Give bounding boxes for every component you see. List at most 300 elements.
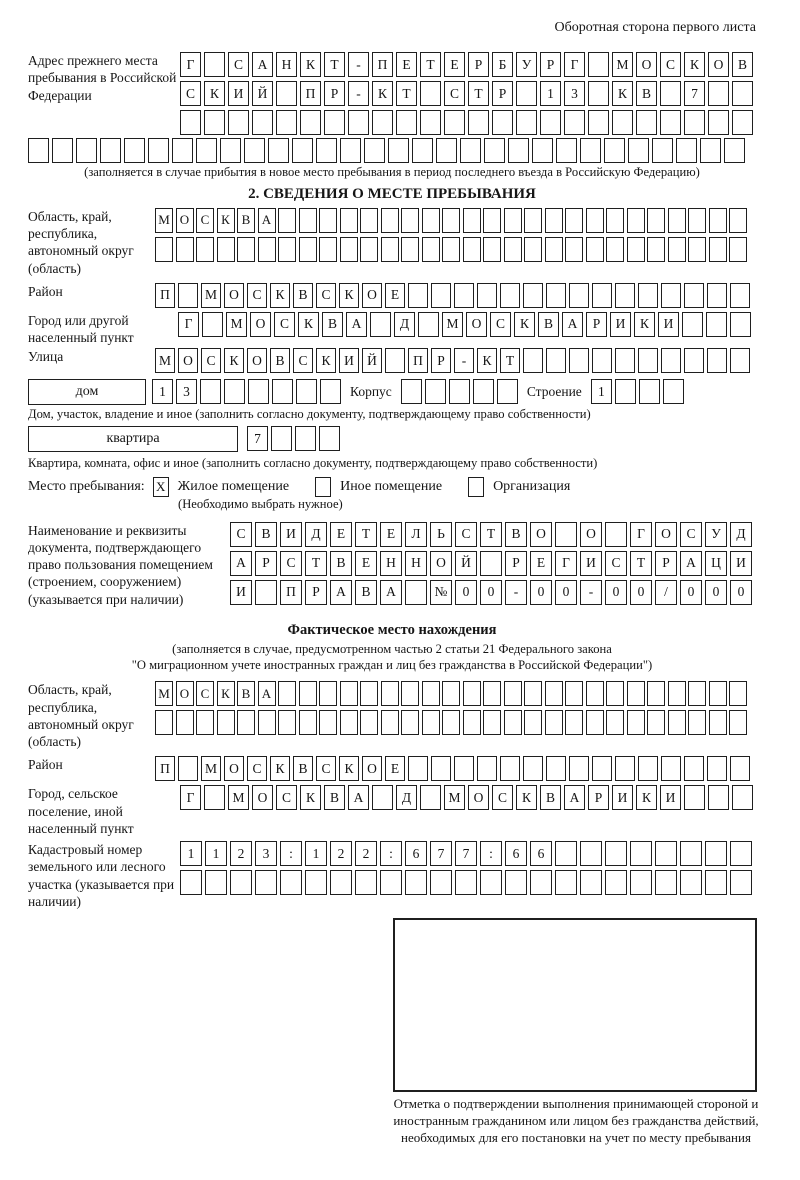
char-cell[interactable]: 7 xyxy=(430,841,452,866)
char-cell[interactable] xyxy=(480,551,502,576)
char-cell[interactable]: В xyxy=(505,522,527,547)
char-cell[interactable]: 6 xyxy=(530,841,552,866)
char-cell[interactable] xyxy=(655,870,677,895)
char-cell[interactable] xyxy=(688,208,706,233)
char-cell[interactable] xyxy=(316,138,337,163)
char-cell[interactable]: : xyxy=(380,841,402,866)
char-cell[interactable] xyxy=(360,208,378,233)
char-cell[interactable]: П xyxy=(408,348,428,373)
char-cell[interactable] xyxy=(504,208,522,233)
char-cell[interactable] xyxy=(524,208,542,233)
char-cell[interactable]: 6 xyxy=(405,841,427,866)
char-cell[interactable] xyxy=(647,237,665,262)
char-cell[interactable] xyxy=(606,681,624,706)
char-cell[interactable] xyxy=(155,237,173,262)
char-cell[interactable] xyxy=(732,81,753,106)
char-cell[interactable] xyxy=(546,283,566,308)
char-cell[interactable] xyxy=(569,756,589,781)
char-cell[interactable] xyxy=(237,710,255,735)
char-cell[interactable]: П xyxy=(280,580,302,605)
char-cell[interactable]: К xyxy=(224,348,244,373)
char-cell[interactable] xyxy=(588,52,609,77)
char-cell[interactable] xyxy=(615,348,635,373)
char-cell[interactable] xyxy=(454,283,474,308)
char-cell[interactable]: Р xyxy=(431,348,451,373)
char-cell[interactable]: 7 xyxy=(247,426,268,451)
char-cell[interactable] xyxy=(504,710,522,735)
char-cell[interactable]: В xyxy=(237,208,255,233)
char-cell[interactable] xyxy=(505,870,527,895)
char-cell[interactable] xyxy=(268,138,289,163)
char-cell[interactable] xyxy=(176,710,194,735)
char-cell[interactable] xyxy=(420,81,441,106)
char-cell[interactable]: 7 xyxy=(455,841,477,866)
char-cell[interactable] xyxy=(442,710,460,735)
char-cell[interactable] xyxy=(708,110,729,135)
char-cell[interactable] xyxy=(668,681,686,706)
char-cell[interactable] xyxy=(200,379,221,404)
char-cell[interactable] xyxy=(319,710,337,735)
char-cell[interactable] xyxy=(655,841,677,866)
char-cell[interactable] xyxy=(405,580,427,605)
char-cell[interactable] xyxy=(401,710,419,735)
char-cell[interactable] xyxy=(178,756,198,781)
char-cell[interactable] xyxy=(202,312,223,337)
char-cell[interactable]: 1 xyxy=(180,841,202,866)
char-cell[interactable]: М xyxy=(444,785,465,810)
char-cell[interactable] xyxy=(430,870,452,895)
char-cell[interactable] xyxy=(688,710,706,735)
char-cell[interactable] xyxy=(668,237,686,262)
char-cell[interactable] xyxy=(292,138,313,163)
char-cell[interactable] xyxy=(565,710,583,735)
char-cell[interactable] xyxy=(252,110,273,135)
char-cell[interactable]: В xyxy=(324,785,345,810)
char-cell[interactable] xyxy=(276,110,297,135)
char-cell[interactable]: О xyxy=(250,312,271,337)
char-cell[interactable]: 3 xyxy=(176,379,197,404)
char-cell[interactable] xyxy=(630,870,652,895)
char-cell[interactable] xyxy=(100,138,121,163)
char-cell[interactable] xyxy=(372,110,393,135)
char-cell[interactable] xyxy=(442,208,460,233)
char-cell[interactable]: К xyxy=(339,756,359,781)
char-cell[interactable]: К xyxy=(339,283,359,308)
char-cell[interactable] xyxy=(381,710,399,735)
char-cell[interactable] xyxy=(340,208,358,233)
char-cell[interactable] xyxy=(680,841,702,866)
char-cell[interactable] xyxy=(196,237,214,262)
char-cell[interactable] xyxy=(580,841,602,866)
char-cell[interactable]: С xyxy=(444,81,465,106)
char-cell[interactable]: Й xyxy=(362,348,382,373)
char-cell[interactable]: К xyxy=(300,785,321,810)
char-cell[interactable] xyxy=(504,237,522,262)
char-cell[interactable] xyxy=(707,283,727,308)
char-cell[interactable] xyxy=(180,870,202,895)
char-cell[interactable]: Р xyxy=(586,312,607,337)
char-cell[interactable]: О xyxy=(362,283,382,308)
char-cell[interactable]: А xyxy=(564,785,585,810)
char-cell[interactable] xyxy=(661,283,681,308)
char-cell[interactable]: А xyxy=(258,208,276,233)
char-cell[interactable] xyxy=(299,681,317,706)
char-cell[interactable] xyxy=(224,379,245,404)
char-cell[interactable]: О xyxy=(468,785,489,810)
char-cell[interactable]: О xyxy=(176,208,194,233)
char-cell[interactable]: 0 xyxy=(605,580,627,605)
char-cell[interactable] xyxy=(370,312,391,337)
char-cell[interactable]: Т xyxy=(468,81,489,106)
char-cell[interactable] xyxy=(627,237,645,262)
char-cell[interactable] xyxy=(299,208,317,233)
char-cell[interactable]: М xyxy=(442,312,463,337)
char-cell[interactable] xyxy=(422,681,440,706)
char-cell[interactable] xyxy=(705,870,727,895)
char-cell[interactable]: О xyxy=(247,348,267,373)
char-cell[interactable] xyxy=(676,138,697,163)
char-cell[interactable]: В xyxy=(540,785,561,810)
char-cell[interactable]: № xyxy=(430,580,452,605)
char-cell[interactable]: Г xyxy=(178,312,199,337)
checkbox-organization[interactable] xyxy=(468,477,484,497)
char-cell[interactable] xyxy=(504,681,522,706)
char-cell[interactable] xyxy=(497,379,518,404)
char-cell[interactable]: К xyxy=(516,785,537,810)
char-cell[interactable] xyxy=(372,785,393,810)
char-cell[interactable]: Р xyxy=(588,785,609,810)
char-cell[interactable] xyxy=(586,237,604,262)
char-cell[interactable]: 2 xyxy=(330,841,352,866)
char-cell[interactable] xyxy=(204,110,225,135)
char-cell[interactable]: С xyxy=(247,756,267,781)
char-cell[interactable]: С xyxy=(274,312,295,337)
char-cell[interactable]: С xyxy=(228,52,249,77)
char-cell[interactable] xyxy=(295,426,316,451)
char-cell[interactable]: А xyxy=(258,681,276,706)
char-cell[interactable] xyxy=(442,681,460,706)
char-cell[interactable] xyxy=(668,710,686,735)
char-cell[interactable]: Н xyxy=(380,551,402,576)
char-cell[interactable]: С xyxy=(316,283,336,308)
char-cell[interactable] xyxy=(615,379,636,404)
char-cell[interactable] xyxy=(455,870,477,895)
char-cell[interactable]: 6 xyxy=(505,841,527,866)
char-cell[interactable] xyxy=(364,138,385,163)
char-cell[interactable] xyxy=(444,110,465,135)
char-cell[interactable] xyxy=(431,756,451,781)
char-cell[interactable] xyxy=(412,138,433,163)
char-cell[interactable]: А xyxy=(346,312,367,337)
checkbox-residential[interactable]: X xyxy=(153,477,169,497)
char-cell[interactable] xyxy=(647,681,665,706)
char-cell[interactable] xyxy=(248,379,269,404)
char-cell[interactable] xyxy=(483,208,501,233)
char-cell[interactable]: В xyxy=(237,681,255,706)
char-cell[interactable] xyxy=(196,710,214,735)
char-cell[interactable] xyxy=(228,110,249,135)
char-cell[interactable]: С xyxy=(660,52,681,77)
char-cell[interactable]: Р xyxy=(655,551,677,576)
char-cell[interactable]: О xyxy=(655,522,677,547)
char-cell[interactable]: К xyxy=(217,208,235,233)
char-cell[interactable]: К xyxy=(372,81,393,106)
char-cell[interactable] xyxy=(556,138,577,163)
char-cell[interactable]: 0 xyxy=(705,580,727,605)
char-cell[interactable] xyxy=(388,138,409,163)
char-cell[interactable]: И xyxy=(612,785,633,810)
char-cell[interactable] xyxy=(732,110,753,135)
char-cell[interactable]: К xyxy=(298,312,319,337)
char-cell[interactable]: С xyxy=(180,81,201,106)
char-cell[interactable] xyxy=(360,237,378,262)
char-cell[interactable] xyxy=(381,681,399,706)
char-cell[interactable] xyxy=(516,110,537,135)
char-cell[interactable]: 1 xyxy=(205,841,227,866)
char-cell[interactable] xyxy=(639,379,660,404)
char-cell[interactable] xyxy=(565,237,583,262)
char-cell[interactable] xyxy=(204,52,225,77)
char-cell[interactable] xyxy=(272,379,293,404)
char-cell[interactable]: Р xyxy=(305,580,327,605)
char-cell[interactable]: 1 xyxy=(152,379,173,404)
char-cell[interactable] xyxy=(606,208,624,233)
char-cell[interactable]: - xyxy=(454,348,474,373)
char-cell[interactable]: Т xyxy=(480,522,502,547)
char-cell[interactable]: Ц xyxy=(705,551,727,576)
char-cell[interactable] xyxy=(565,208,583,233)
char-cell[interactable] xyxy=(348,110,369,135)
char-cell[interactable] xyxy=(454,756,474,781)
char-cell[interactable]: П xyxy=(300,81,321,106)
char-cell[interactable] xyxy=(319,237,337,262)
char-cell[interactable]: - xyxy=(348,81,369,106)
char-cell[interactable] xyxy=(524,710,542,735)
char-cell[interactable] xyxy=(319,681,337,706)
char-cell[interactable] xyxy=(483,237,501,262)
char-cell[interactable]: С xyxy=(316,756,336,781)
char-cell[interactable] xyxy=(688,681,706,706)
char-cell[interactable] xyxy=(278,710,296,735)
char-cell[interactable] xyxy=(615,283,635,308)
char-cell[interactable]: Т xyxy=(305,551,327,576)
char-cell[interactable]: 1 xyxy=(305,841,327,866)
char-cell[interactable]: М xyxy=(201,283,221,308)
char-cell[interactable] xyxy=(730,841,752,866)
char-cell[interactable] xyxy=(546,756,566,781)
char-cell[interactable] xyxy=(340,138,361,163)
char-cell[interactable]: Б xyxy=(492,52,513,77)
char-cell[interactable] xyxy=(612,110,633,135)
char-cell[interactable]: В xyxy=(636,81,657,106)
char-cell[interactable] xyxy=(636,110,657,135)
char-cell[interactable]: М xyxy=(155,208,173,233)
char-cell[interactable]: В xyxy=(322,312,343,337)
char-cell[interactable]: 0 xyxy=(480,580,502,605)
char-cell[interactable]: - xyxy=(505,580,527,605)
char-cell[interactable]: М xyxy=(155,681,173,706)
char-cell[interactable]: У xyxy=(516,52,537,77)
char-cell[interactable] xyxy=(340,681,358,706)
char-cell[interactable] xyxy=(647,710,665,735)
char-cell[interactable]: Н xyxy=(405,551,427,576)
char-cell[interactable]: А xyxy=(680,551,702,576)
char-cell[interactable] xyxy=(278,208,296,233)
char-cell[interactable]: Е xyxy=(385,283,405,308)
char-cell[interactable] xyxy=(205,870,227,895)
char-cell[interactable]: Н xyxy=(276,52,297,77)
char-cell[interactable]: И xyxy=(339,348,359,373)
char-cell[interactable] xyxy=(729,681,747,706)
char-cell[interactable]: В xyxy=(255,522,277,547)
char-cell[interactable]: В xyxy=(355,580,377,605)
char-cell[interactable] xyxy=(586,710,604,735)
char-cell[interactable] xyxy=(220,138,241,163)
char-cell[interactable]: О xyxy=(362,756,382,781)
char-cell[interactable]: Р xyxy=(468,52,489,77)
char-cell[interactable]: С xyxy=(201,348,221,373)
char-cell[interactable] xyxy=(155,710,173,735)
char-cell[interactable]: В xyxy=(270,348,290,373)
char-cell[interactable]: А xyxy=(562,312,583,337)
char-cell[interactable]: / xyxy=(655,580,677,605)
char-cell[interactable] xyxy=(305,870,327,895)
char-cell[interactable] xyxy=(604,138,625,163)
char-cell[interactable] xyxy=(580,870,602,895)
char-cell[interactable] xyxy=(420,110,441,135)
char-cell[interactable] xyxy=(422,710,440,735)
char-cell[interactable] xyxy=(271,426,292,451)
char-cell[interactable] xyxy=(204,785,225,810)
char-cell[interactable] xyxy=(255,580,277,605)
char-cell[interactable]: М xyxy=(155,348,175,373)
char-cell[interactable]: С xyxy=(680,522,702,547)
char-cell[interactable] xyxy=(565,681,583,706)
char-cell[interactable]: П xyxy=(372,52,393,77)
char-cell[interactable] xyxy=(330,870,352,895)
char-cell[interactable]: 0 xyxy=(555,580,577,605)
char-cell[interactable] xyxy=(408,283,428,308)
char-cell[interactable] xyxy=(627,681,645,706)
char-cell[interactable] xyxy=(709,681,727,706)
char-cell[interactable]: Д xyxy=(730,522,752,547)
char-cell[interactable]: Е xyxy=(530,551,552,576)
char-cell[interactable]: С xyxy=(230,522,252,547)
char-cell[interactable] xyxy=(483,710,501,735)
char-cell[interactable] xyxy=(296,379,317,404)
char-cell[interactable] xyxy=(709,237,727,262)
char-cell[interactable] xyxy=(484,138,505,163)
char-cell[interactable]: А xyxy=(348,785,369,810)
char-cell[interactable] xyxy=(700,138,721,163)
char-cell[interactable]: 0 xyxy=(730,580,752,605)
char-cell[interactable] xyxy=(340,237,358,262)
char-cell[interactable] xyxy=(401,681,419,706)
char-cell[interactable] xyxy=(463,710,481,735)
char-cell[interactable] xyxy=(555,870,577,895)
char-cell[interactable]: К xyxy=(300,52,321,77)
char-cell[interactable] xyxy=(540,110,561,135)
char-cell[interactable]: 1 xyxy=(540,81,561,106)
char-cell[interactable]: А xyxy=(252,52,273,77)
char-cell[interactable] xyxy=(586,681,604,706)
char-cell[interactable] xyxy=(569,283,589,308)
char-cell[interactable] xyxy=(638,283,658,308)
char-cell[interactable] xyxy=(707,756,727,781)
char-cell[interactable]: К xyxy=(217,681,235,706)
char-cell[interactable]: Ь xyxy=(430,522,452,547)
char-cell[interactable] xyxy=(196,138,217,163)
char-cell[interactable] xyxy=(300,110,321,135)
char-cell[interactable]: А xyxy=(230,551,252,576)
char-cell[interactable] xyxy=(422,237,440,262)
char-cell[interactable] xyxy=(709,710,727,735)
char-cell[interactable]: К xyxy=(270,756,290,781)
char-cell[interactable]: 1 xyxy=(591,379,612,404)
char-cell[interactable]: В xyxy=(732,52,753,77)
char-cell[interactable] xyxy=(524,681,542,706)
char-cell[interactable] xyxy=(255,870,277,895)
char-cell[interactable]: Е xyxy=(355,551,377,576)
char-cell[interactable] xyxy=(730,756,750,781)
char-cell[interactable] xyxy=(545,208,563,233)
char-cell[interactable] xyxy=(660,81,681,106)
char-cell[interactable] xyxy=(523,283,543,308)
char-cell[interactable]: О xyxy=(224,756,244,781)
char-cell[interactable] xyxy=(592,348,612,373)
char-cell[interactable]: В xyxy=(293,283,313,308)
char-cell[interactable]: Е xyxy=(444,52,465,77)
char-cell[interactable]: И xyxy=(228,81,249,106)
char-cell[interactable] xyxy=(615,756,635,781)
char-cell[interactable] xyxy=(530,870,552,895)
char-cell[interactable] xyxy=(684,348,704,373)
char-cell[interactable] xyxy=(516,81,537,106)
char-cell[interactable]: Т xyxy=(396,81,417,106)
char-cell[interactable]: Т xyxy=(500,348,520,373)
char-cell[interactable]: Е xyxy=(380,522,402,547)
char-cell[interactable]: Й xyxy=(455,551,477,576)
char-cell[interactable]: Р xyxy=(505,551,527,576)
char-cell[interactable] xyxy=(682,312,703,337)
char-cell[interactable]: Г xyxy=(564,52,585,77)
char-cell[interactable] xyxy=(217,237,235,262)
char-cell[interactable] xyxy=(724,138,745,163)
char-cell[interactable] xyxy=(340,710,358,735)
char-cell[interactable] xyxy=(627,710,645,735)
char-cell[interactable]: 3 xyxy=(255,841,277,866)
char-cell[interactable] xyxy=(463,237,481,262)
char-cell[interactable] xyxy=(244,138,265,163)
char-cell[interactable]: И xyxy=(280,522,302,547)
char-cell[interactable]: О xyxy=(530,522,552,547)
char-cell[interactable]: О xyxy=(176,681,194,706)
char-cell[interactable]: К xyxy=(514,312,535,337)
char-cell[interactable] xyxy=(320,379,341,404)
char-cell[interactable] xyxy=(324,110,345,135)
char-cell[interactable]: Г xyxy=(630,522,652,547)
char-cell[interactable]: С xyxy=(293,348,313,373)
char-cell[interactable] xyxy=(460,138,481,163)
char-cell[interactable] xyxy=(299,710,317,735)
char-cell[interactable] xyxy=(299,237,317,262)
char-cell[interactable]: 0 xyxy=(630,580,652,605)
char-cell[interactable] xyxy=(569,348,589,373)
char-cell[interactable]: С xyxy=(455,522,477,547)
char-cell[interactable] xyxy=(532,138,553,163)
char-cell[interactable] xyxy=(592,283,612,308)
char-cell[interactable]: И xyxy=(230,580,252,605)
